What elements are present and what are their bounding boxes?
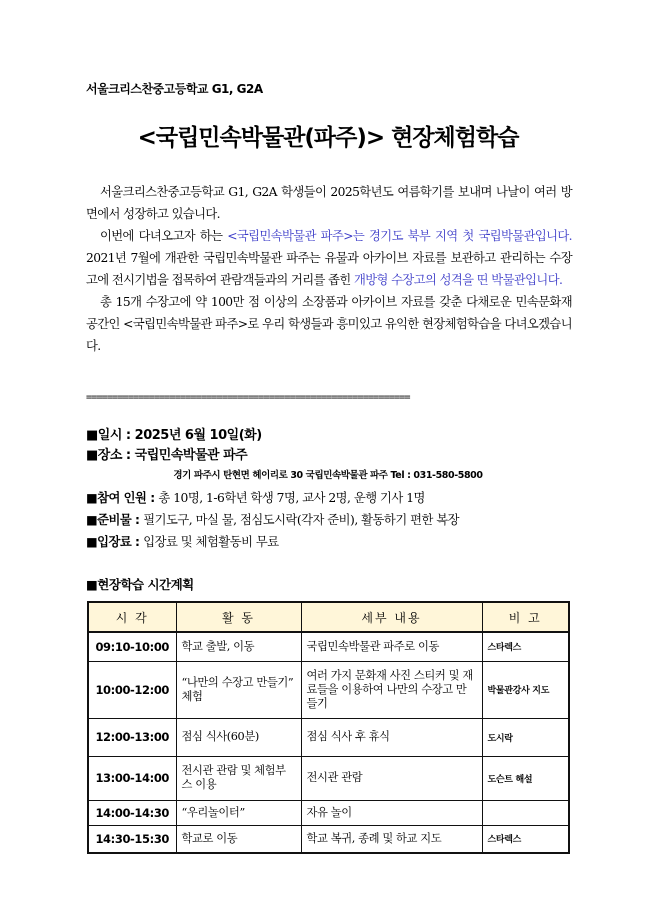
fee-line (86, 532, 279, 550)
row-activity: 학교로 이동 (176, 825, 301, 853)
place-label: ■장소 : (86, 448, 135, 463)
intro-p2-middle: 2021년 7월에 개관한 국립민속박물관 파주는 유물과 아카이브 자료를 보관하고 관리하는 수장고에 전시기법을 접목하여 관람객들과의 거리를 좁힌 (86, 251, 572, 287)
row-time: 09:10-10:00 (88, 632, 176, 661)
row-detail: 여러 가지 문화재 사진 스티커 및 재료들을 이용하여 나만의 수장고 만들기 (301, 661, 482, 718)
row-time: 10:00-12:00 (88, 661, 176, 718)
header-note: 비 고 (482, 602, 569, 632)
table-row (88, 756, 569, 800)
row-detail: 학교 복귀, 종례 및 하교 지도 (301, 825, 482, 853)
row-activity: 학교 출발, 이동 (176, 632, 301, 661)
row-time: 14:30-15:30 (88, 825, 176, 853)
row-time: 13:00-14:00 (88, 756, 176, 800)
header-activity: 활 동 (176, 602, 301, 632)
row-detail: 자유 놀이 (301, 800, 482, 825)
schedule-title: ■현장학습 시간계획 (86, 577, 194, 592)
row-note: 스타렉스 (482, 632, 569, 661)
place-line (86, 444, 247, 463)
table-row (88, 632, 569, 661)
table-row (88, 825, 569, 853)
date-label: ■일시 : (86, 428, 135, 443)
divider-line: ============================================================== (86, 392, 410, 403)
row-activity: 점심 식사(60분) (176, 718, 301, 756)
row-detail: 전시관 관람 (301, 756, 482, 800)
row-note: 스타렉스 (482, 825, 569, 853)
intro-text (86, 181, 572, 357)
row-note: 박물관강사 지도 (482, 661, 569, 718)
intro-p2-highlight-storage: 개방형 수장고의 성격을 띤 박물관입니다. (354, 273, 563, 287)
row-time: 12:00-13:00 (88, 718, 176, 756)
header-time: 시 각 (88, 602, 176, 632)
row-note (482, 800, 569, 825)
participants-label: ■참여 인원 : (86, 491, 159, 505)
row-time: 14:00-14:30 (88, 800, 176, 825)
header-detail: 세부 내용 (301, 602, 482, 632)
row-activity: 전시관 관람 및 체험부스 이용 (176, 756, 301, 800)
intro-p2-start: 이번에 다녀오고자 하는 (100, 229, 228, 243)
supplies-value: 필기도구, 마실 물, 점심도시락(각자 준비), 활동하기 편한 복장 (143, 513, 460, 527)
date-line (86, 424, 262, 443)
supplies-label: ■준비물 : (86, 513, 144, 527)
row-note: 도시락 (482, 718, 569, 756)
school-header: 서울크리스찬중고등학교 G1, G2A (86, 82, 263, 96)
row-activity: “우리놀이터” (176, 800, 301, 825)
table-row (88, 718, 569, 756)
table-row (88, 661, 569, 718)
date-value: 2025년 6월 10일(화) (134, 428, 262, 443)
row-detail: 국립민속박물관 파주로 이동 (301, 632, 482, 661)
intro-p2-highlight-museum: <국립민속박물관 파주>는 경기도 북부 지역 첫 국립박물관입니다. (227, 229, 572, 243)
page-title: <국립민속박물관(파주)> 현장체험학습 (137, 125, 519, 151)
place-value: 국립민속박물관 파주 (134, 448, 248, 463)
supplies-line (86, 510, 459, 528)
participants-line (86, 488, 425, 506)
participants-value: 총 10명, 1-6학년 학생 7명, 교사 2명, 운행 기사 1명 (158, 491, 425, 505)
schedule-table (87, 601, 570, 854)
row-activity: “나만의 수장고 만들기” 체험 (176, 661, 301, 718)
row-detail: 점심 식사 후 휴식 (301, 718, 482, 756)
intro-paragraph-1: 서울크리스찬중고등학교 G1, G2A 학생들이 2025학년도 여름학기를 보내며 나날이 여러 방면에서 성장하고 있습니다. (86, 185, 572, 221)
intro-paragraph-3: 총 15개 수장고에 약 100만 점 이상의 소장품과 아카이브 자료를 갖춘 다채로운 민속문화재 공간인 <국립민속박물관 파주>로 우리 학생들과 흥미있고 유익한 현장체험학습을 다녀오겠습니다. (86, 295, 572, 353)
address-line: 경기 파주시 탄현면 헤이리로 30 국립민속박물관 파주 Tel : 031-580-5800 (173, 470, 483, 481)
fee-label: ■입장료 : (86, 535, 144, 549)
table-row (88, 800, 569, 825)
fee-value: 입장료 및 체험활동비 무료 (143, 535, 279, 549)
intro-paragraph-2 (86, 225, 572, 291)
schedule-header-row (88, 602, 569, 632)
row-note: 도슨트 해설 (482, 756, 569, 800)
